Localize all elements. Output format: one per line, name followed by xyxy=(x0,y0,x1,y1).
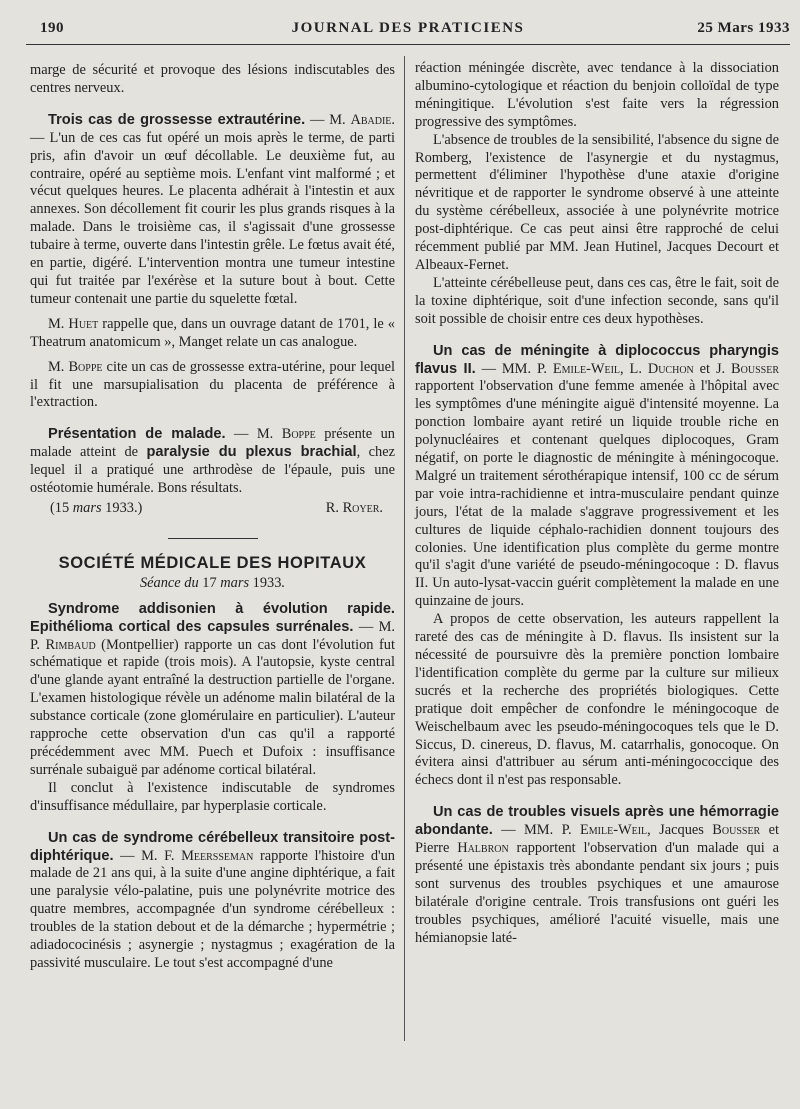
report-meningite: Un cas de méningite à diplococcus pharyngis flavus II. — MM. P. Emile-Weil, L. Duchon et J. Bousser rapportent l'observation d'une femme amenée à l'hôpital avec les symptômes d'une méningite aiguë d'intensité moyenne. La ponction lombaire ayant retiré un liquide trouble riche en polynucléaires et contenant quelques diplocoques, Gram négatif, on porte le diagnostic de méningite à méningocoque. Malgré un traitement sérothérapique intensif, 100 cc de sérum par voie intra-rachidienne et intra-musculaire pendant quinze jours, l'état de la malade s'aggrave progressivement et les cultures de liquide céphalo-rachidien donnent toujours des colonies. Une identification plus complète du germe montre qu'il s'agit d'une variété de pseudo-méningocoque : D. flavus II. Un auto-lysat-vaccin guérit complètement la malade en une quinzaine de jours. xyxy=(415,342,779,610)
continued-paragraph: marge de sécurité et provoque des lésions indiscutables des centres nerveux. xyxy=(30,62,395,96)
section-heading: Un cas de syndrome cérébelleux transitoire post-diphtérique. xyxy=(30,829,395,864)
report-grossesse: Trois cas de grossesse extrautérine. — M. Abadie. — L'un de ces cas fut opéré un mois après le terme, de parti pris, afin d'avoir un œuf décollable. Le deuxième fut, au contraire, opéré au septième mois. L'enfant vint malformé ; et vécut quelques heures. Le placenta adhérait à l'intestin et aux annexes. Son décollement fit courir les plus grands risques à la malade. Dans le troisième cas, il s'agissait d'une grossesse tubaire à terme, ouverte dans l'intestin grêle. Le fœtus avait été, en partie, digéré. L'intervention montra une tumeur intestine qui fut traitée par l'exérèse et la suture bout à bout. Cette tumeur contenait une partie du squelette fœtal. xyxy=(30,111,396,307)
report-cerebelleux: Un cas de syndrome cérébelleux transitoire post-diphtérique. — M. F. Meersseman rapporte l'histoire d'un malade de 21 ans qui, à la suite d'une angine diphtérique, a fait une paralysie vélo-palatine, puis une polynévrite motrice des quatre membres, accompagnée d'un syndrome cérébelleux : troubles de la station debout et de la démarche ; hypermétrie ; adiadococinésis ; asynergie ; nystagmus ; exagération de la passivité musculaire. Le tout s'est accompagné d'une xyxy=(30,829,396,971)
author-name: Meersseman xyxy=(181,847,254,864)
author-name: Emile-Weil xyxy=(552,360,621,377)
author-name: Halbron xyxy=(457,840,509,857)
paragraph-analysis: L'absence de troubles de la sensibilité, l'absence du signe de Romberg, l'existence de l'asynergie et du nystagmus, permettent d'éliminer l'hypothèse d'une ataxie d'origine névritique et de rapporter le syndrome observé à une atteinte du système cérébelleux, associée à une polynévrite motrice post-diphtérique. Ce cas peut ainsi être rapproché de celui récemment publié par MM. Jean Hutinel, Jacques Decourt et Albeaux-Fernet. xyxy=(415,131,779,273)
author-name: Bousser xyxy=(712,822,761,839)
session-date: Séance du 17 mars 1933. xyxy=(139,574,286,591)
report-troubles-visuels: Un cas de troubles visuels après une hémorragie abondante. — MM. P. Emile-Weil, Jacques Bousser et Pierre Halbron rapportent l'observation d'un malade qui a présenté une épistaxis très abondante pendant six jours ; puis sont survenus des troubles psychiques et une amaurose bilatérale d'origine centrale. Trois transfusions ont guéri les troubles psychiques, amélioré l'acuité visuelle, mais une hémianopsie laté- xyxy=(415,804,780,946)
signature-line xyxy=(30,500,395,518)
author-name: Boppe xyxy=(281,426,316,443)
author-name: Duchon xyxy=(647,360,694,377)
page-number: 190 xyxy=(40,20,64,36)
section-heading: Trois cas de grossesse extrautérine. xyxy=(48,111,306,128)
report-presentation: Présentation de malade. — M. Boppe présente un malade atteint de paralysie du plexus brachial, chez lequel il a pratiqué une arthrodèse de l'épaule, puis une ostéotomie humérale. Bons résultats. xyxy=(30,426,396,497)
section-heading: Syndrome addisonien à évolution rapide. Epithélioma cortical des capsules surrénales. xyxy=(30,600,395,635)
column-divider xyxy=(404,56,405,1041)
section-heading: Un cas de méningite à diplococcus pharyngis flavus II. xyxy=(415,342,779,377)
issue-date: 25 Mars 1933 xyxy=(697,20,790,36)
paragraph-hypotheses: L'atteinte cérébelleuse peut, dans ces cas, être le fait, soit de la toxine diphtérique, soit d'une infection seconde, sans qu'il soit possible de choisir entre ces deux hypothèses. xyxy=(415,274,779,327)
running-header xyxy=(26,20,790,45)
author-name: Rimbaud xyxy=(45,636,96,653)
society-heading: SOCIÉTÉ MÉDICALE DES HOPITAUX xyxy=(58,553,367,572)
signature-date: (15 mars 1933.) xyxy=(50,499,143,516)
section-heading: Présentation de malade. xyxy=(48,426,226,443)
left-column xyxy=(30,62,395,973)
author-name: Abadie xyxy=(350,111,392,128)
bold-phrase: paralysie du plexus brachial xyxy=(146,444,357,461)
author-name: Boppe xyxy=(68,358,103,375)
signature-author: R. Royer. xyxy=(325,499,383,516)
section-rule xyxy=(168,538,258,539)
report-addisonien: Syndrome addisonien à évolution rapide. Epithélioma cortical des capsules surrénales. — M. P. Rimbaud (Montpellier) rapporte un cas dont l'évolution fut schématique et rapide (trois mois). A l'autopsie, kyste central d'une glande ayant entraîné la destruction partielle de l'organe. L'examen histologique révèle un adénome malin bilatéral de la substance corticale (zone glomérulaire en particulier). L'auteur rapproche cette observation d'un cas qu'il a rapporté précédemment avec MM. Puech et Dufoix : insuffisance surrénale subaiguë par adénome cortical bilatéral. xyxy=(30,600,395,778)
paragraph-propos: A propos de cette observation, les auteurs rappellent la rareté des cas de méningite à D. flavus. Ils insistent sur la nécessité de poursuivre dès la première ponction lombaire l'identification complète du germe par la culture sur milieux sucrés et la recherche des propriétés biologiques. Cette pratique doit empêcher de confondre le méningocoque de Weischelbaum avec les pseudo-méningocoques tels que le D. Siccus, D. cinereus, D. flavus, M. catarrhalis, gonocoque. On évitera ainsi d'attribuer au sérum anti-méningococcique des échecs dont il n'est pas responsable. xyxy=(415,611,779,789)
journal-title: JOURNAL DES PRATICIENS xyxy=(291,20,525,36)
author-name: Huet xyxy=(68,315,99,332)
author-name: Bousser xyxy=(731,360,779,377)
author-name: Emile-Weil xyxy=(579,822,648,839)
paragraph-conclusion: Il conclut à l'existence indiscutable de syndromes d'insuffisance médullaire, par hyperplasie corticale. xyxy=(30,779,395,814)
section-heading: Un cas de troubles visuels après une hémorragie abondante. xyxy=(415,804,779,839)
right-column xyxy=(415,60,779,948)
paragraph-boppe: M. Boppe cite un cas de grossesse extra-utérine, pour lequel il fit une marsupialisation du placenta de préférence à l'extraction. xyxy=(30,358,396,411)
paragraph-huet: M. Huet rappelle que, dans un ouvrage datant de 1701, le « Theatrum anatomicum », Manget relate un cas analogue. xyxy=(30,315,395,350)
continued-paragraph: réaction méningée discrète, avec tendance à la dissociation albumino-cytologique et réaction du benjoin colloïdal de type méningitique. L'évolution s'est faite vers la régression progressive des symptômes. xyxy=(415,60,779,130)
